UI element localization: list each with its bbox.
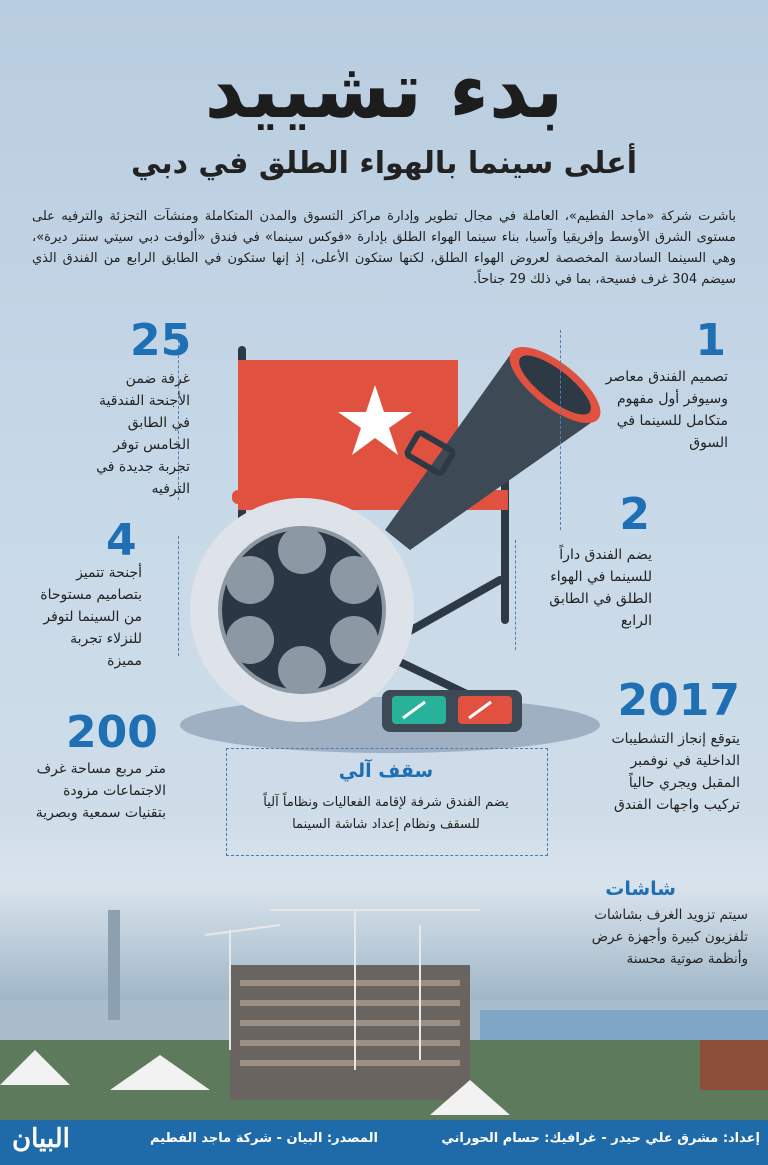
fact-2-number: 2 [619,489,650,540]
fact-25-text: غرفة ضمن الأجنحة الفندقية في الطابق الخامس توفر تجربة جديدة في الترفيه [96,371,190,497]
brand-logo: البيان [12,1124,70,1154]
footer-credits: إعداد: مشرق علي حيدر - غرافيك: حسام الحوراني [441,1131,760,1146]
fact-1-text: تصميم الفندق معاصر وسيوفر أول مفهوم متكامل للسينما في السوق [605,369,728,451]
film-reel-icon [190,498,414,722]
connector-line-left-mid [178,536,179,656]
3d-glasses-icon [382,690,522,732]
ceiling-text: يضم الفندق شرفة لإقامة الفعاليات ونظاماً آلياً للسقف ونظام إعداد شاشة السينما [263,795,509,832]
fact-2-text: يضم الفندق داراً للسينما في الهواء الطلق في الطابق الرابع [549,547,652,629]
fact-2017-number: 2017 [617,675,740,726]
screens-title: شاشات [605,878,676,900]
connector-line-right [560,330,561,530]
fact-200-text: متر مربع مساحة غرف الاجتماعات مزودة بتقنيات سمعية وبصرية [35,761,166,821]
fact-4-number: 4 [106,515,137,566]
construction-photo [0,890,768,1120]
page-title: بدء تشييد [204,46,564,136]
footer-source: المصدر: البيان - شركة ماجد الفطيم [150,1131,378,1146]
intro-paragraph: باشرت شركة «ماجد الفطيم»، العاملة في مجال تطوير وإدارة مراكز التسوق والمدن المتكاملة ومنشآت التجزئة والترفيه على مستوى الشرق الأوسط وإفريقيا وآسيا، بناء سينما الهواء الطلق بإدارة «فوكس سينما» في فندق «ألوفت دبي سيتي سنتر ديرة»، وهي السينما السادسة المخصصة لعروض الهواء الطلق، لكنها ستكون الأعلى، إذ إنها ستكون في الطابق الرابع من الفندق الذي سيضم 304 غرف فسيحة، بما في ذلك 29 جناحاً. [32,209,736,287]
page-subtitle: أعلى سينما بالهواء الطلق في دبي [130,146,638,181]
fact-2017-text: يتوقع إنجاز التشطيبات الداخلية في نوفمبر المقبل ويجري حالياً تركيب واجهات الفندق [611,731,740,813]
fact-200-number: 200 [66,707,158,758]
fact-4-text: أجنحة تتميز بتصاميم مستوحاة من السينما لتوفر للنزلاء تجربة مميزة [40,565,142,669]
connector-line-right-lower [515,540,516,650]
chair-arm [232,490,256,504]
ceiling-title: سقف آلي [338,760,434,782]
screens-text: سيتم تزويد الغرف بشاشات تلفزيون كبيرة وأجهزة عرض وأنظمة صوتية محسنة [591,907,748,967]
chair-backrest [238,360,458,490]
fact-1-number: 1 [695,315,726,366]
fact-25-number: 25 [130,315,192,366]
